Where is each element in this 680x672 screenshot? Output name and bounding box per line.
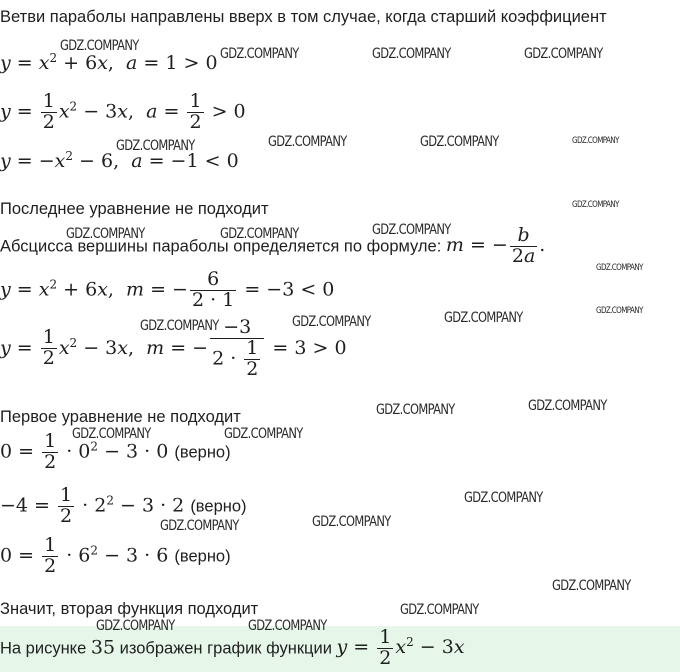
watermark: GDZ.COMPANY [160, 518, 239, 534]
watermark: GDZ.COMPANY [420, 134, 499, 150]
watermark: GDZ.COMPANY [596, 306, 643, 316]
watermark: GDZ.COMPANY [372, 222, 451, 238]
watermark: GDZ.COMPANY [248, 618, 327, 634]
watermark: GDZ.COMPANY [140, 318, 219, 334]
equation-2: y = $\frac{1}{2}$ $x^2 - 3x$, a = $\frac{1}{2}$ > 0 [0, 90, 246, 133]
watermark: GDZ.COMPANY [376, 402, 455, 418]
vertex-formula-line: Абсцисса вершины параболы определяется по формуле: m = − $\frac{b}{2a}$ . [0, 224, 546, 267]
equation-1: $y = x^2 + 6x$, a = 1 > 0 [0, 51, 218, 74]
vertex-equation-1: $y = x^2 + 6x$, m = − $\frac{6}{2 \cdot 1}$ = −3 < 0 [0, 268, 335, 311]
figure-number: 35 [90, 636, 116, 659]
check-1-verdict: (верно) [174, 443, 231, 462]
check-equation-2: −4 = $\frac{1}{2}$ · $2^2 - 3 \cdot 2$ (верно) [0, 484, 247, 527]
figure-middle: изображен график функции [115, 639, 337, 658]
watermark: GDZ.COMPANY [116, 138, 195, 154]
equation-3: $y = -x^2 - 6$, a = −1 < 0 [0, 149, 239, 172]
check-2-verdict: (верно) [190, 497, 247, 516]
watermark: GDZ.COMPANY [596, 263, 643, 273]
first-not-fit-text: Первое уравнение не подходит [0, 408, 241, 426]
watermark: GDZ.COMPANY [72, 426, 151, 442]
watermark: GDZ.COMPANY [220, 46, 299, 62]
watermark: GDZ.COMPANY [60, 38, 139, 54]
watermark: GDZ.COMPANY [96, 618, 175, 634]
check-equation-1: 0 = $\frac{1}{2}$ · $0^2 - 3 \cdot 0$ (верно) [0, 430, 231, 473]
watermark: GDZ.COMPANY [572, 200, 619, 210]
watermark: GDZ.COMPANY [464, 490, 543, 506]
watermark: GDZ.COMPANY [524, 46, 603, 62]
watermark: GDZ.COMPANY [66, 226, 145, 242]
watermark: GDZ.COMPANY [400, 602, 479, 618]
vertex-equation-2: y = $\frac{1}{2}$ $x^2 - 3x$, m = − −3 2 · $\frac{1}{2}$ = 3 > 0 [0, 316, 347, 380]
watermark: GDZ.COMPANY [312, 514, 391, 530]
not-fit-text: Последнее уравнение не подходит [0, 200, 269, 218]
figure-caption-line: На рисунке 35 изображен график функции y = $\frac{1}{2}$ $x^2 - 3x$ [0, 626, 465, 669]
second-fits-text: Значит, вторая функция подходит [0, 600, 259, 618]
intro-text: Ветви параболы направлены вверх в том случае, когда старший коэффициент [0, 8, 607, 26]
watermark: GDZ.COMPANY [552, 578, 631, 594]
watermark: GDZ.COMPANY [444, 310, 523, 326]
watermark: GDZ.COMPANY [528, 398, 607, 414]
watermark: GDZ.COMPANY [572, 136, 619, 146]
watermark: GDZ.COMPANY [220, 226, 299, 242]
vertex-formula-text: Абсцисса вершины параболы определяется по формуле: [0, 237, 446, 256]
figure-prefix: На рисунке [0, 639, 91, 658]
watermark: GDZ.COMPANY [292, 314, 371, 330]
watermark: GDZ.COMPANY [372, 46, 451, 62]
watermark: GDZ.COMPANY [268, 134, 347, 150]
check-equation-3: 0 = $\frac{1}{2}$ · $6^2 - 3 \cdot 6$ (верно) [0, 534, 231, 577]
check-3-verdict: (верно) [174, 547, 231, 566]
watermark: GDZ.COMPANY [224, 426, 303, 442]
